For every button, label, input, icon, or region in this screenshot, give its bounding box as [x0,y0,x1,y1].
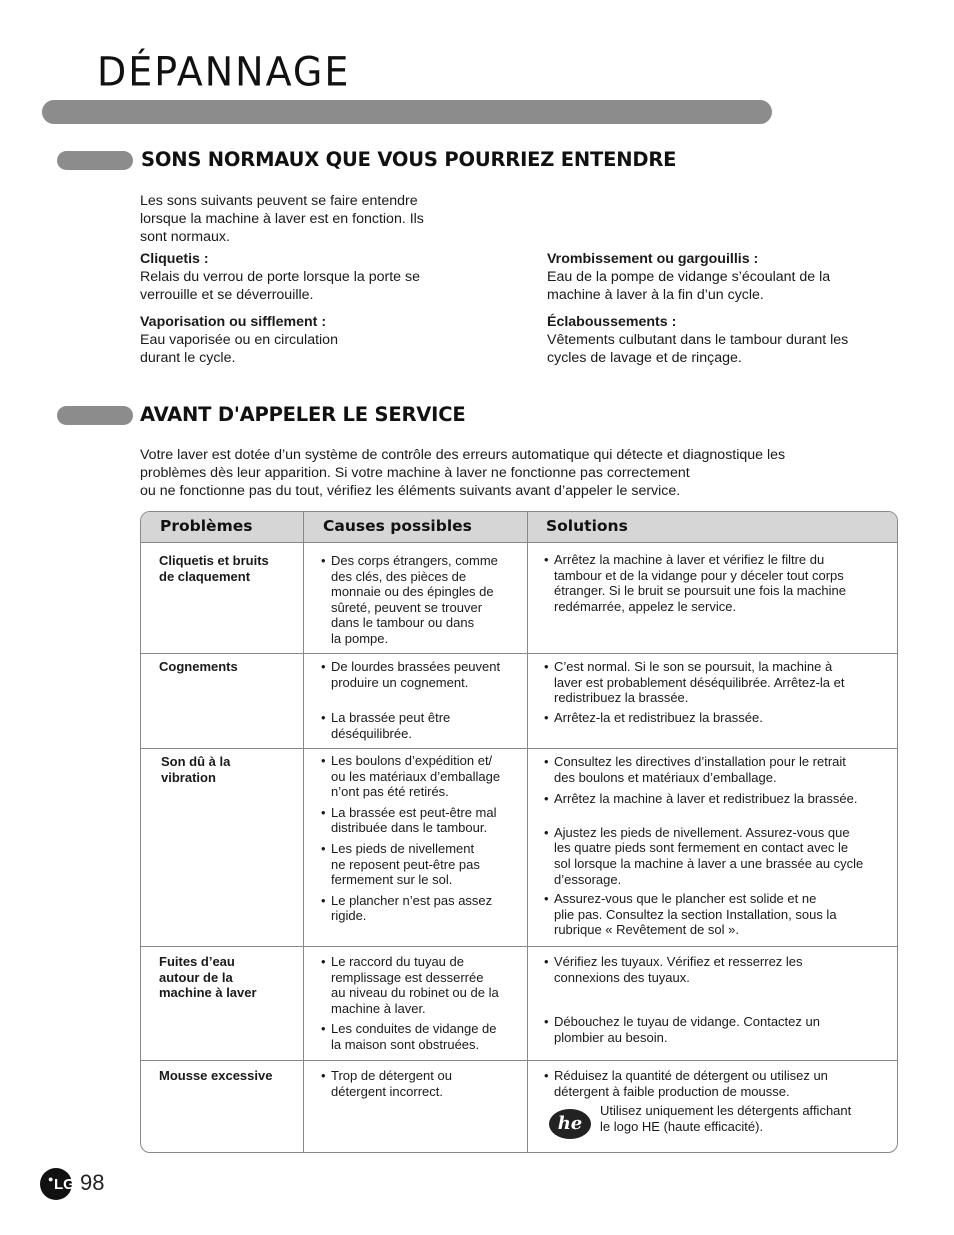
text-line: détergent à faible production de mousse. [554,1083,790,1099]
column-divider [303,512,304,1152]
text-line: des clés, des pièces de [331,568,467,584]
column-header-solutions: Solutions [546,517,628,535]
column-header-causes: Causes possibles [323,517,472,535]
cause-item [321,805,521,836]
text-line: • Arrêtez la machine à laver et redistribuez la brassée. [554,791,858,807]
text-line: problèmes dès leur apparition. Si votre machine à laver ne fonctionne pas correctement [140,465,690,481]
text-line: ou ne fonctionne pas du tout, vérifiez les éléments suivants avant d’appeler le service. [140,483,681,499]
row-divider [141,653,897,654]
text-line: Utilisez uniquement les détergents affichant [600,1103,852,1118]
text-line: Fuites d’eau [159,954,235,969]
column-divider [527,512,528,1152]
cause-item [321,1021,521,1052]
text-line: sûreté, peuvent se trouver [331,599,483,615]
text-line: • Vérifiez les tuyaux. Vérifiez et resserrez les [554,954,803,969]
sound-item [140,250,420,304]
text-line: • Réduisez la quantité de détergent ou utilisez un [554,1068,828,1083]
text-line: la pompe. [331,630,389,646]
cause-item [321,954,521,1016]
troubleshooting-table [140,511,898,1153]
text-line: vibration [161,769,216,785]
text-line: cycles de lavage et de rinçage. [547,350,742,366]
text-line: d’essorage. [554,871,622,887]
text-line: • Les pieds de nivellement [331,840,475,856]
text-line: • Le plancher n’est pas assez [331,892,493,908]
text-line: fermement sur le sol. [331,872,453,888]
text-line: • Le raccord du tuyau de [331,954,464,969]
solution-item [544,552,894,614]
text-line: Cognements [159,659,238,674]
section-pill [57,151,133,170]
text-line: • Assurez-vous que le plancher est solide et ne [554,891,817,907]
text-line: • Consultez les directives d’installation pour le retrait [554,754,846,769]
text-line: autour de la [159,969,233,985]
text-line: • Les boulons d’expédition et/ [331,753,493,768]
text-line: tambour et de la vidange pour y déceler tout corps [554,567,844,583]
problem-cell [159,553,269,584]
lg-logo-text: LG [54,1176,75,1193]
cause-item [321,841,521,888]
solution-item [544,1014,894,1045]
text-line: Les sons suivants peuvent se faire entendre [140,193,418,209]
text-line: sol lorsque la machine à laver a une brassée au cycle [554,855,864,871]
section-heading-service: AVANT D'APPELER LE SERVICE [140,403,466,426]
text-line: rubrique « Revêtement de sol ». [554,922,739,938]
text-line: • Arrêtez la machine à laver et vérifiez le filtre du [554,552,825,567]
solution-item [544,710,894,726]
sounds-intro [140,192,424,246]
text-line: des boulons et matériaux d’emballage. [554,769,777,785]
row-divider [141,748,897,749]
text-line: rigide. [331,908,367,924]
solution-item [544,754,896,785]
page-title: DÉPANNAGE [97,48,351,96]
sound-label: Vrombissement ou gargouillis : [547,251,759,267]
solution-item [544,659,894,706]
solutions-cell [544,552,894,614]
text-line: • Ajustez les pieds de nivellement. Assurez-vous que [554,824,850,840]
causes-cell [321,659,521,741]
causes-cell [321,553,521,647]
service-intro [140,446,785,500]
text-line: • La brassée peut être [331,710,451,726]
text-line: connexions des tuyaux. [554,969,690,985]
row-divider [141,1060,897,1061]
solutions-cell [544,659,894,725]
sound-label: Vaporisation ou sifflement : [140,314,327,330]
text-line: Votre laver est dotée d’un système de contrôle des erreurs automatique qui détecte et diagnostique les [140,447,786,463]
sound-label: Cliquetis : [140,251,209,267]
problem-cell [159,1068,272,1084]
sound-item [140,313,338,367]
text-line: • Les conduites de vidange de [331,1021,497,1037]
text-line: • Trop de détergent ou [331,1068,452,1083]
solutions-cell [544,954,894,1045]
text-line: n’ont pas été retirés. [331,784,449,800]
text-line: • De lourdes brassées peuvent [331,659,501,674]
sound-item [547,313,848,367]
cause-item [321,1068,521,1099]
text-line: verrouille et se déverrouille. [140,287,314,303]
cause-item [321,659,521,690]
text-line: • Des corps étrangers, comme [331,553,498,568]
text-line: ou les matériaux d’emballage [331,768,501,784]
text-line: produire un cognement. [331,674,469,690]
row-divider [141,946,897,947]
text-line: laver est probablement déséquilibrée. Arrêtez-la et [554,674,845,690]
text-line: durant le cycle. [140,350,236,366]
text-line: Vêtements culbutant dans le tambour durant les [547,332,849,348]
text-line: ne reposent peut-être pas [331,856,480,872]
cause-item [321,710,521,741]
solution-item [544,954,894,985]
lg-logo-dot: ● [48,1174,54,1184]
causes-cell [321,954,521,1053]
text-line: déséquilibrée. [331,725,412,741]
text-line: Eau vaporisée ou en circulation [140,332,338,348]
text-line: machine à laver. [331,1000,426,1016]
problem-cell [159,659,238,675]
solution-item [544,825,896,887]
cause-item [321,553,521,647]
text-line: le logo HE (haute efficacité). [600,1118,764,1134]
cause-item [321,893,521,924]
solutions-cell [544,754,896,938]
text-line: étranger. Si le bruit se poursuit une fois la machine [554,583,846,599]
text-line: dans le tambour ou dans [331,615,475,631]
text-line: de claquement [159,568,251,584]
text-line: • C’est normal. Si le son se poursuit, la machine à [554,659,833,674]
section-pill [57,406,133,425]
sound-label: Éclaboussements : [547,314,677,330]
column-header-problems: Problèmes [160,517,253,535]
text-line: redémarrée, appelez le service. [554,598,737,614]
problem-cell [161,754,230,785]
table-header [141,512,897,543]
problem-cell [159,954,257,1001]
solution-item [544,1068,894,1099]
text-line: • La brassée est peut-être mal [331,804,497,820]
text-line: lorsque la machine à laver est en fonction. Ils [140,211,424,227]
text-line: sont normaux. [140,229,230,245]
text-line: Son dû à la [161,754,231,769]
text-line: Cliquetis et bruits [159,553,269,568]
text-line: Relais du verrou de porte lorsque la porte se [140,269,420,285]
page-number: 98 [80,1170,105,1195]
he-logo-icon: he [549,1109,591,1139]
text-line: remplissage est desserrée [331,969,484,985]
text-line: machine à laver [159,985,257,1001]
text-line: • Débouchez le tuyau de vidange. Contactez un [554,1014,820,1030]
text-line: • Arrêtez-la et redistribuez la brassée. [554,709,763,725]
solution-item [544,791,896,807]
text-line: monnaie ou des épingles de [331,584,494,600]
title-bar [42,100,772,124]
text-line: détergent incorrect. [331,1083,444,1099]
causes-cell [321,1068,521,1099]
section-heading-sounds: SONS NORMAUX QUE VOUS POURRIEZ ENTENDRE [141,148,677,171]
text-line: Mousse excessive [159,1068,273,1083]
text-line: machine à laver à la fin d’un cycle. [547,287,764,303]
causes-cell [321,753,521,924]
text-line: plombier au besoin. [554,1029,668,1045]
he-note [600,1103,895,1134]
text-line: les quatre pieds sont fermement en contact avec le [554,840,849,856]
text-line: Eau de la pompe de vidange s’écoulant de la [547,269,831,285]
text-line: distribuée dans le tambour. [331,820,488,836]
solutions-cell [544,1068,894,1099]
solution-item [544,891,896,938]
cause-item [321,753,521,800]
text-line: plie pas. Consultez la section Installation, sous la [554,906,837,922]
sound-item [547,250,830,304]
text-line: au niveau du robinet ou de la [331,985,499,1001]
text-line: redistribuez la brassée. [554,690,689,706]
text-line: la maison sont obstruées. [331,1036,480,1052]
lg-logo-icon [40,1168,75,1200]
